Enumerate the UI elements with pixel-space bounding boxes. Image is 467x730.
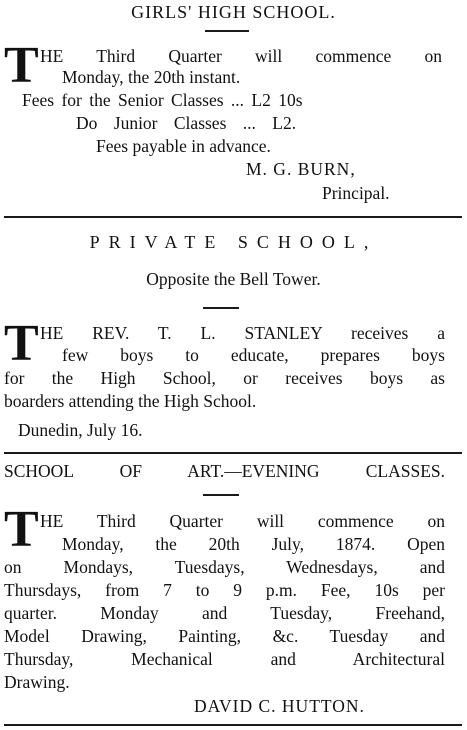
ad3-line-8: Drawing. — [4, 672, 70, 692]
ad2-title: PRIVATE SCHOOL, — [89, 232, 378, 252]
ad3-line-1: HE Third Quarter will commence on — [40, 511, 445, 531]
ad2-line-1: HE REV. T. L. STANLEY receives a — [40, 323, 445, 343]
ad2-subtitle-underline — [203, 307, 239, 309]
divider-1 — [4, 216, 462, 218]
ad3-drop-cap: T — [4, 501, 39, 558]
ad1-signature-title: Principal. — [322, 183, 390, 203]
ad1-title: GIRLS' HIGH SCHOOL. — [131, 2, 336, 22]
divider-2 — [4, 452, 462, 454]
ad3-line-4: Thursdays, from 7 to 9 p.m. Fee, 10s per — [4, 580, 445, 600]
ad2-dateline: Dunedin, July 16. — [18, 420, 143, 440]
ad3-line-5: quarter. Monday and Tuesday, Freehand, — [4, 603, 445, 623]
ad3-title-underline — [203, 494, 239, 496]
ad3-signature: DAVID C. HUTTON. — [194, 696, 365, 716]
ad1-title-underline — [205, 30, 249, 32]
ad1-signature-name: M. G. BURN, — [246, 159, 356, 179]
ad2-drop-cap: T — [4, 315, 39, 372]
ad2-line-3: for the High School, or receives boys as — [4, 368, 445, 388]
ad1-line-5: Fees payable in advance. — [96, 136, 271, 156]
ad1-line-4: Do Junior Classes ... L2. — [76, 113, 297, 133]
ad3-title: SCHOOL OF ART.—EVENING CLASSES. — [4, 461, 445, 481]
ad1-line-1: HE Third Quarter will commence on — [40, 46, 442, 66]
ad2-line-4: boarders attending the High School. — [4, 391, 257, 411]
ad3-line-6: Model Drawing, Painting, &c. Tuesday and — [4, 626, 445, 646]
ad3-line-3: on Mondays, Tuesdays, Wednesdays, and — [4, 557, 445, 577]
ad2-subtitle: Opposite the Bell Tower. — [146, 269, 321, 289]
divider-3 — [4, 724, 462, 726]
ad1-line-2: Monday, the 20th instant. — [62, 67, 241, 87]
ad2-line-2: few boys to educate, prepares boys — [62, 345, 445, 365]
ad3-line-2: Monday, the 20th July, 1874. Open — [62, 534, 445, 554]
ad1-line-3: Fees for the Senior Classes ... L2 10s — [22, 90, 303, 110]
ad1-drop-cap: T — [4, 37, 39, 94]
ad3-line-7: Thursday, Mechanical and Architectural — [4, 649, 445, 669]
